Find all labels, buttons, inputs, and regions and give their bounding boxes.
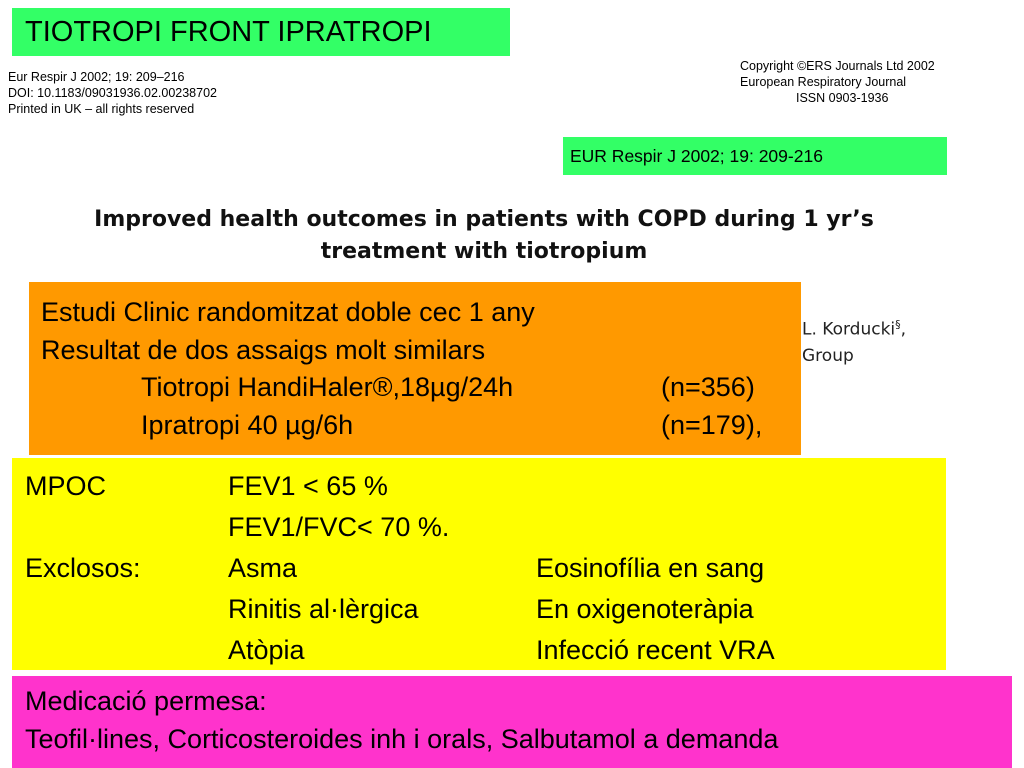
criteria-row-fev1 bbox=[25, 466, 946, 507]
study-line-trials bbox=[41, 332, 801, 370]
article-title bbox=[0, 204, 968, 268]
exclusion-row bbox=[25, 548, 946, 589]
criteria-row-fev1-fvc bbox=[25, 507, 946, 548]
study-arm-tiotropium bbox=[41, 369, 801, 407]
mpoc-label: MPOC bbox=[25, 471, 106, 501]
author-group: Group bbox=[802, 345, 854, 366]
study-trials-text: Resultat de dos assaigs molt similars bbox=[41, 334, 486, 365]
exclusion-item: Eosinofília en sang bbox=[536, 553, 765, 583]
copyright-line: Copyright ©ERS Journals Ltd 2002 bbox=[740, 59, 935, 73]
exclusion-item: En oxigenoteràpia bbox=[536, 594, 754, 624]
arm-drug: Ipratropi 40 µg/6h bbox=[141, 409, 354, 440]
arm-drug: Tiotropi HandiHaler®,18µg/24h bbox=[141, 372, 514, 402]
article-title-line: Improved health outcomes in patients with COPD during 1 yr’s bbox=[94, 207, 874, 232]
medication-box bbox=[12, 676, 1012, 768]
author-name: L. Korducki§, bbox=[802, 318, 907, 340]
exclusion-row bbox=[25, 589, 946, 630]
article-title-line: treatment with tiotropium bbox=[320, 239, 648, 264]
exclusion-item: Rinitis al·lèrgica bbox=[228, 594, 419, 624]
medication-list: Teofil·lines, Corticosteroides inh i orals, Salbutamol a demanda bbox=[25, 724, 779, 754]
arm-n: (n=356) bbox=[661, 372, 755, 402]
fev1-criterion: FEV1 < 65 % bbox=[228, 471, 388, 501]
criteria-box bbox=[12, 458, 946, 670]
medication-label: Medicació permesa: bbox=[25, 686, 267, 716]
excluded-label: Exclosos: bbox=[25, 553, 141, 583]
slide-title: TIOTROPI FRONT IPRATROPI bbox=[12, 8, 510, 56]
journal-name: European Respiratory Journal bbox=[740, 75, 907, 89]
study-arm-ipratropium bbox=[41, 407, 801, 445]
arm-n: (n=179), bbox=[661, 409, 763, 440]
journal-meta-line: DOI: 10.1183/09031936.02.00238702 bbox=[8, 86, 217, 100]
copyright-block bbox=[740, 58, 935, 106]
study-design-box bbox=[29, 282, 801, 455]
study-design-text: Estudi Clinic randomitzat doble cec 1 any bbox=[41, 297, 535, 327]
exclusion-row bbox=[25, 630, 946, 671]
exclusion-item: Asma bbox=[228, 553, 298, 583]
journal-meta-line: Printed in UK – all rights reserved bbox=[8, 102, 195, 116]
exclusion-item: Infecció recent VRA bbox=[536, 635, 775, 665]
fev1-fvc-criterion: FEV1/FVC< 70 %. bbox=[228, 512, 450, 542]
study-line-design bbox=[41, 294, 801, 332]
journal-meta-line: Eur Respir J 2002; 19: 209–216 bbox=[8, 70, 185, 84]
citation-box: EUR Respir J 2002; 19: 209-216 bbox=[563, 137, 947, 175]
journal-meta bbox=[8, 69, 217, 117]
exclusion-item: Atòpia bbox=[228, 635, 305, 665]
author-fragment bbox=[802, 312, 906, 369]
issn: ISSN 0903-1936 bbox=[796, 91, 889, 105]
